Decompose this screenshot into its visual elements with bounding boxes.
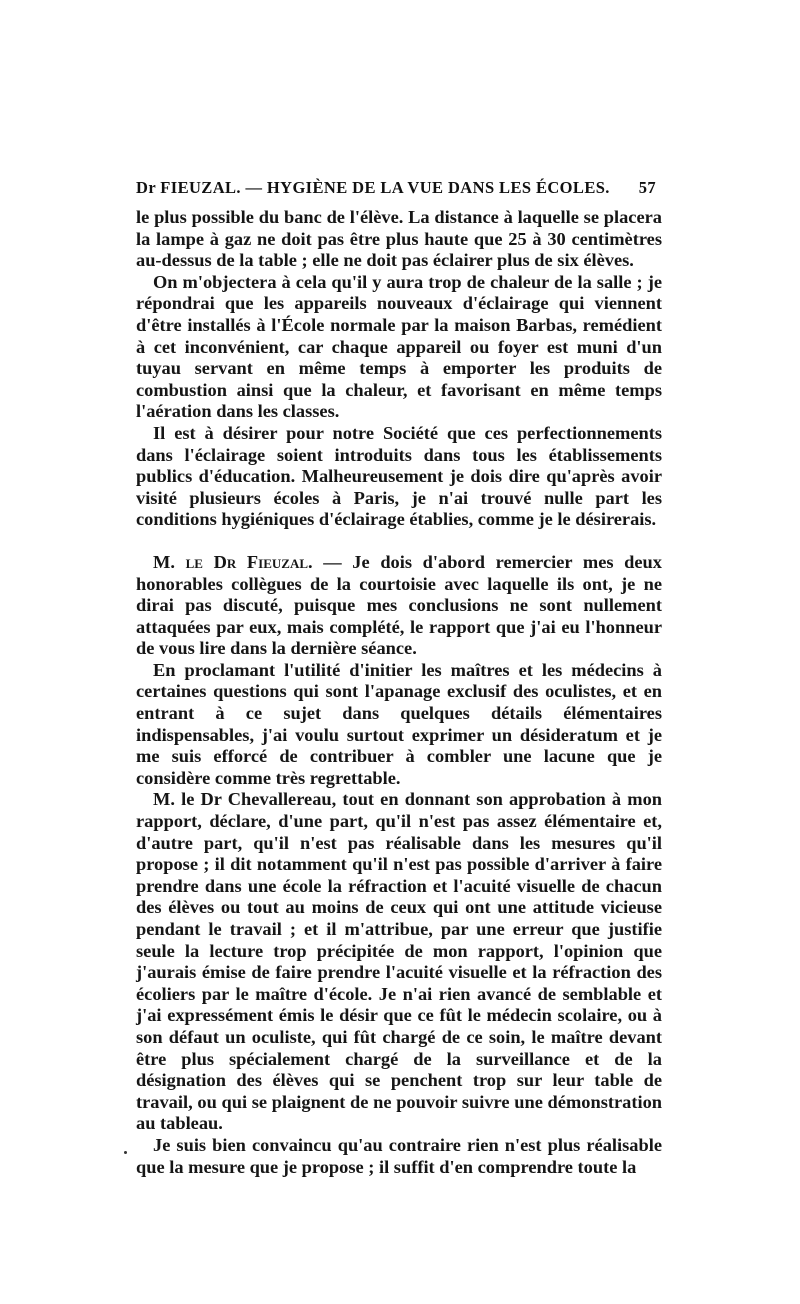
running-head	[136, 178, 656, 200]
speaker-name: M. le Dr Fieuzal.	[153, 551, 313, 572]
page-number: 57	[638, 178, 656, 197]
stray-ink-mark	[124, 1151, 127, 1154]
paragraph-6: M. le Dr Chevallereau, tout en donnant son approbation à mon rapport, déclare, d'une part, qu'il n'est pas assez élémentaire et, d'autre part, qu'il n'est pas réalisable dans les mesures qu'il propose ; il dit notamment qu'il n'est pas possible d'arriver à faire prendre dans une école la réfraction et l'acuité visuelle de chacun des élèves ou tout au moins de ceux qui ont une attitude vicieuse pendant le travail ; et il m'attribue, par une erreur que justifie seule la lecture trop précipitée de mon rapport, l'opinion que j'aurais émise de faire prendre l'acuité visuelle et la réfraction des écoliers par le maître d'école. Je n'ai rien avancé de semblable et j'ai expressément émis le désir que ce fût le médecin scolaire, ou à son défaut un oculiste, qui fût chargé de ce soin, le maître devant être plus spécialement chargé de la surveillance et de la désignation des élèves qui se penchent trop sur leur table de travail, ou qui se plaignent de ne pouvoir suivre une démonstration au tableau.	[136, 789, 662, 1134]
paragraph-4	[136, 552, 662, 660]
paragraph-7: Je suis bien convaincu qu'au contraire rien n'est plus réalisable que la mesure que je propose ; il suffit d'en comprendre toute la	[136, 1134, 662, 1177]
body-text	[136, 207, 662, 1178]
paragraph-4-text: — Je dois d'abord remercier mes deux honorables collègues de la courtoisie avec laquelle ils ont, je ne dirai pas discuté, puisque mes conclusions ne sont nullement attaquées par eux, mais complété, le rapport que j'ai eu l'honneur de vous lire dans la dernière séance.	[136, 551, 662, 659]
paragraph-3: Il est à désirer pour notre Société que ces perfectionnements dans l'éclairage soient introduits dans tous les établissements publics d'éducation. Malheureusement je dois dire qu'après avoir visité plusieurs écoles à Paris, je n'ai trouvé nulle part les conditions hygiéniques d'éclairage établies, comme je le désirerais.	[136, 422, 662, 530]
paragraph-1: le plus possible du banc de l'élève. La distance à laquelle se placera la lampe à gaz ne doit pas être plus haute que 25 à 30 centimètres au-dessus de la table ; elle ne doit pas éclairer plus de six élèves.	[136, 207, 662, 271]
paragraph-5: En proclamant l'utilité d'initier les maîtres et les médecins à certaines questions qui sont l'apanage exclusif des oculistes, et en entrant à ce sujet dans quelques détails élémentaires indispensables, j'ai voulu surtout exprimer un désideratum et je me suis efforcé de contribuer à combler une lacune que je considère comme très regrettable.	[136, 659, 662, 788]
paragraph-2: On m'objectera à cela qu'il y aura trop de chaleur de la salle ; je répondrai que les appareils nouveaux d'éclairage qui viennent d'être installés à l'École normale par la maison Barbas, remédient à cet inconvénient, car chaque appareil ou foyer est muni d'un tuyau servant en même temps à emporter les produits de combustion ainsi que la chaleur, et favorisant en même temps l'aération dans les classes.	[136, 271, 662, 422]
running-title: Dr FIEUZAL. — HYGIÈNE DE LA VUE DANS LES ÉCOLES.	[136, 178, 610, 197]
